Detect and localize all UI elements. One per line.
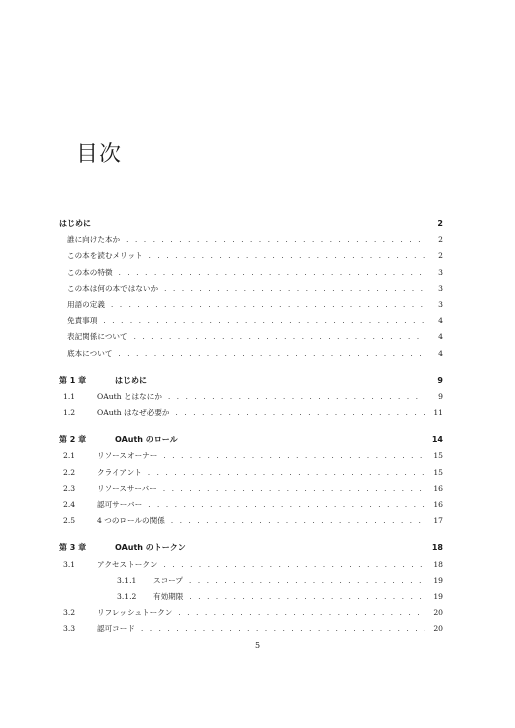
toc-leader-dots bbox=[164, 281, 425, 297]
toc-entry[interactable] bbox=[59, 313, 443, 329]
page-title: 目次 bbox=[76, 142, 123, 167]
toc-entry-number: 2.5 bbox=[63, 516, 76, 526]
toc-entry-page: 16 bbox=[433, 500, 443, 509]
toc-entry-page: 18 bbox=[431, 543, 443, 553]
toc-entry-number: 第 1 章 bbox=[59, 375, 87, 385]
toc-leader-dots bbox=[141, 621, 425, 637]
toc-entry-title: アクセストークン bbox=[97, 559, 158, 569]
toc-entry-title: 表記関係について bbox=[67, 332, 128, 342]
toc-entry[interactable] bbox=[59, 281, 443, 297]
toc-entry-number: 3.1.2 bbox=[117, 591, 137, 601]
toc-entry-title: この本を読むメリット bbox=[67, 251, 143, 261]
toc-entry-title: 底本について bbox=[67, 348, 113, 358]
toc-leader-dots bbox=[148, 497, 425, 513]
toc-entry-number: 1.1 bbox=[63, 391, 76, 401]
toc-entry-title: 4 つのロールの関係 bbox=[97, 516, 165, 526]
toc-entry-number: 3.3 bbox=[63, 624, 76, 634]
toc-chapter-entry[interactable] bbox=[59, 540, 443, 556]
toc-entry-title: スコープ bbox=[153, 575, 183, 585]
toc-entry[interactable] bbox=[59, 389, 443, 405]
toc-entry-page: 14 bbox=[431, 435, 443, 445]
toc-leader-dots bbox=[163, 448, 425, 464]
toc-entry-page: 9 bbox=[437, 375, 443, 385]
toc-entry-title: はじめに bbox=[59, 219, 91, 228]
toc-entry-title: この本の特徴 bbox=[67, 267, 113, 277]
toc-leader-dots bbox=[163, 481, 425, 497]
toc-entry-page: 3 bbox=[438, 299, 443, 309]
toc-entry[interactable] bbox=[59, 481, 443, 497]
toc-leader-dots bbox=[189, 589, 425, 605]
toc-entry-page: 2 bbox=[438, 251, 443, 261]
toc-chapter-entry[interactable] bbox=[59, 373, 443, 389]
toc-entry-title: リソースオーナー bbox=[97, 451, 158, 461]
toc-leader-dots bbox=[149, 248, 425, 264]
toc-entry-title: リフレッシュトークン bbox=[97, 608, 173, 618]
toc-entry-number: 2.4 bbox=[63, 500, 76, 509]
toc-entry-title: OAuth とはなにか bbox=[97, 391, 162, 401]
toc-entry[interactable] bbox=[59, 448, 443, 464]
toc-chapter-entry[interactable] bbox=[59, 432, 443, 448]
toc-leader-dots bbox=[118, 346, 425, 362]
toc-entry-title: リソースサーバー bbox=[97, 483, 157, 493]
toc-entry-page: 3 bbox=[438, 267, 443, 277]
toc-leader-dots bbox=[103, 313, 425, 329]
toc-leader-dots bbox=[168, 389, 425, 405]
toc-entry-number: 第 3 章 bbox=[59, 543, 87, 553]
toc-leader-dots bbox=[178, 605, 425, 621]
toc-entry-page: 20 bbox=[433, 608, 443, 618]
toc-entry-page: 2 bbox=[437, 219, 443, 228]
toc-entry[interactable] bbox=[59, 405, 443, 421]
toc-entry-number: 2.2 bbox=[63, 467, 76, 477]
toc-entry-page: 3 bbox=[438, 283, 443, 293]
toc-entry-number: 3.1.1 bbox=[117, 575, 137, 585]
toc-leader-dots bbox=[189, 573, 425, 589]
toc-entry-page: 18 bbox=[433, 559, 443, 569]
toc-entry-title: はじめに bbox=[115, 375, 147, 385]
toc-entry-page: 4 bbox=[438, 316, 443, 326]
toc-leader-dots bbox=[119, 265, 425, 281]
toc-entry-title: OAuth のロール bbox=[115, 435, 178, 445]
toc-entry[interactable] bbox=[59, 621, 443, 637]
toc-entry-number: 1.2 bbox=[63, 408, 76, 418]
toc-entry-page: 11 bbox=[433, 408, 443, 418]
toc-entry-title: 有効期限 bbox=[153, 591, 184, 601]
toc-entry-title: 免責事項 bbox=[67, 316, 98, 326]
toc-spacer bbox=[59, 362, 443, 373]
toc-entry-title: 誰に向けた本か bbox=[67, 235, 121, 245]
toc-spacer bbox=[59, 421, 443, 432]
toc-entry-title: 認可コード bbox=[97, 624, 135, 634]
toc-leader-dots bbox=[176, 405, 425, 421]
page-number: 5 bbox=[254, 641, 261, 650]
toc-chapter-entry[interactable] bbox=[59, 216, 443, 232]
toc-entry[interactable] bbox=[59, 329, 443, 345]
toc-entry-page: 19 bbox=[433, 575, 443, 585]
toc-entry-number: 2.3 bbox=[63, 483, 76, 493]
toc-leader-dots bbox=[134, 329, 425, 345]
toc-entry-page: 17 bbox=[433, 516, 443, 526]
toc-entry-title: OAuth はなぜ必要か bbox=[97, 408, 170, 418]
toc-leader-dots bbox=[171, 513, 425, 529]
toc-entry[interactable] bbox=[59, 605, 443, 621]
toc-entry-page: 9 bbox=[438, 391, 443, 401]
toc-entry[interactable] bbox=[59, 265, 443, 281]
toc-entry[interactable] bbox=[59, 248, 443, 264]
toc-entry-number: 2.1 bbox=[63, 451, 76, 461]
toc-entry[interactable] bbox=[59, 297, 443, 313]
toc-leader-dots bbox=[164, 557, 425, 573]
toc-leader-dots bbox=[148, 465, 425, 481]
toc-entry[interactable] bbox=[59, 346, 443, 362]
toc-entry-number: 3.1 bbox=[63, 559, 76, 569]
toc-entry-page: 20 bbox=[433, 624, 443, 634]
toc-entry-title: 用語の定義 bbox=[67, 299, 105, 309]
toc-entry-number: 第 2 章 bbox=[59, 435, 87, 445]
toc-entry[interactable] bbox=[59, 513, 443, 529]
table-of-contents bbox=[59, 216, 443, 638]
toc-entry-page: 16 bbox=[433, 483, 443, 493]
toc-entry-page: 15 bbox=[433, 467, 443, 477]
toc-entry[interactable] bbox=[59, 497, 443, 513]
toc-leader-dots bbox=[126, 232, 425, 248]
toc-entry[interactable] bbox=[59, 465, 443, 481]
toc-entry-number: 3.2 bbox=[63, 608, 76, 618]
toc-leader-dots bbox=[111, 297, 425, 313]
toc-entry[interactable] bbox=[59, 573, 443, 589]
toc-entry-title: 認可サーバー bbox=[97, 500, 143, 509]
toc-entry-page: 19 bbox=[433, 591, 443, 601]
toc-entry-title: クライアント bbox=[97, 467, 142, 477]
toc-entry-page: 2 bbox=[438, 235, 443, 245]
toc-entry-title: OAuth のトークン bbox=[115, 543, 186, 553]
toc-entry-page: 4 bbox=[438, 348, 443, 358]
toc-entry-title: この本は何の本ではないか bbox=[67, 283, 159, 293]
toc-entry-page: 4 bbox=[438, 332, 443, 342]
toc-spacer bbox=[59, 529, 443, 540]
toc-entry[interactable] bbox=[59, 557, 443, 573]
toc-entry[interactable] bbox=[59, 232, 443, 248]
toc-entry-page: 15 bbox=[433, 451, 443, 461]
toc-entry[interactable] bbox=[59, 589, 443, 605]
